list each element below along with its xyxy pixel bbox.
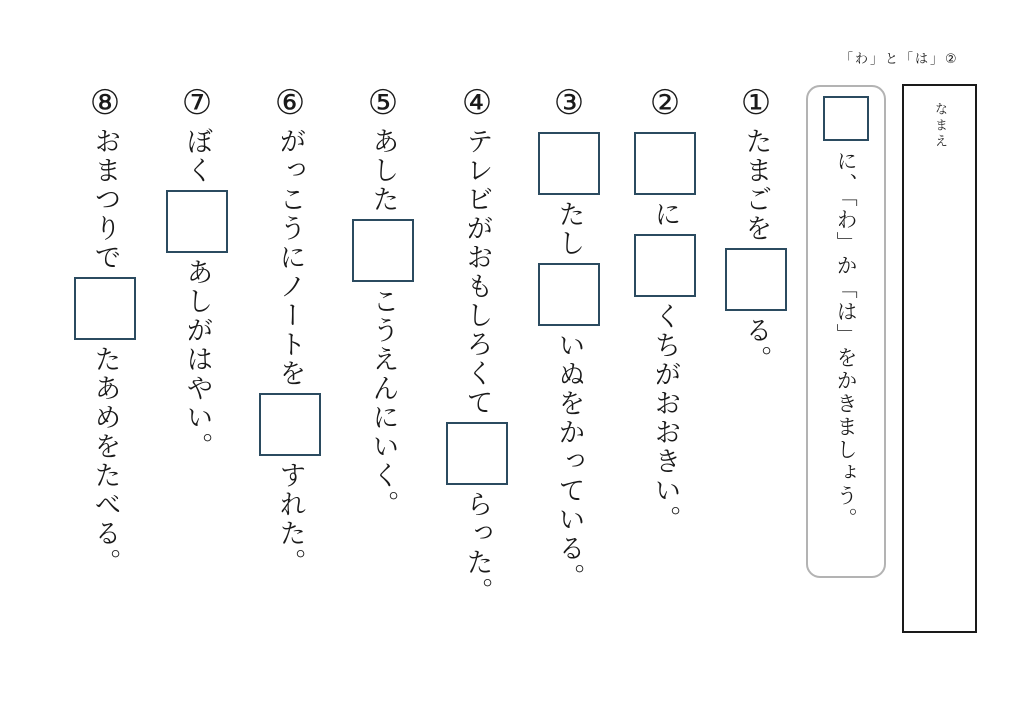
exercise-2 (632, 83, 698, 534)
exercise-3-number: ③ (553, 83, 585, 123)
exercise-2-answer-box-1[interactable] (634, 132, 696, 195)
exercise-3-answer-box-1[interactable] (538, 132, 600, 195)
exercise-3 (536, 83, 602, 592)
exercise-6-text: すれた。 (274, 461, 306, 577)
exercise-6-number: ⑥ (274, 83, 306, 123)
exercise-5 (350, 83, 416, 519)
exercise-6-text: がっこうにノートを (274, 127, 306, 388)
exercise-7-answer-box[interactable] (166, 190, 228, 253)
name-entry-box[interactable] (902, 84, 977, 633)
exercise-4 (444, 83, 510, 606)
exercise-3-text: いぬをかっている。 (553, 331, 585, 592)
exercise-6 (257, 83, 323, 577)
instruction-example-answer-box[interactable] (823, 96, 869, 141)
exercise-1-number: ① (740, 83, 772, 123)
exercise-1-text: たまごを (740, 127, 772, 243)
page-title: 「わ」と「は」② (840, 52, 959, 67)
exercise-8-text: たあめをたべる。 (89, 345, 121, 577)
exercise-2-answer-box-2[interactable] (634, 234, 696, 297)
exercise-2-text: に (649, 200, 681, 229)
exercise-6-answer-box[interactable] (259, 393, 321, 456)
exercise-7-text: あしがはやい。 (181, 258, 213, 461)
exercise-5-text: こうえんにいく。 (367, 287, 399, 519)
exercise-5-answer-box[interactable] (352, 219, 414, 282)
name-label: なまえ (932, 102, 947, 150)
exercise-4-text: テレビがおもしろくて (461, 127, 493, 417)
exercise-4-answer-box[interactable] (446, 422, 508, 485)
exercise-8-number: ⑧ (89, 83, 121, 123)
exercise-3-text: たし (553, 200, 585, 258)
exercise-5-text: あした (367, 127, 399, 214)
exercise-7 (164, 83, 230, 461)
exercise-1-answer-box[interactable] (725, 248, 787, 311)
exercise-4-number: ④ (461, 83, 493, 123)
exercise-1 (723, 83, 789, 374)
exercise-8 (72, 83, 138, 577)
exercise-4-text: らった。 (461, 490, 493, 606)
exercise-7-number: ⑦ (181, 83, 213, 123)
exercise-1-text: る。 (740, 316, 772, 374)
instruction-panel (806, 85, 886, 578)
instruction-text: に、「わ」か「は」をかきましょう。 (834, 150, 859, 531)
exercise-3-answer-box-2[interactable] (538, 263, 600, 326)
exercise-5-number: ⑤ (367, 83, 399, 123)
exercise-8-answer-box[interactable] (74, 277, 136, 340)
exercise-2-text: くちがおおきい。 (649, 302, 681, 534)
exercise-2-number: ② (649, 83, 681, 123)
exercise-7-text: ぼく (181, 127, 213, 185)
exercise-8-text: おまつりで (89, 127, 121, 272)
